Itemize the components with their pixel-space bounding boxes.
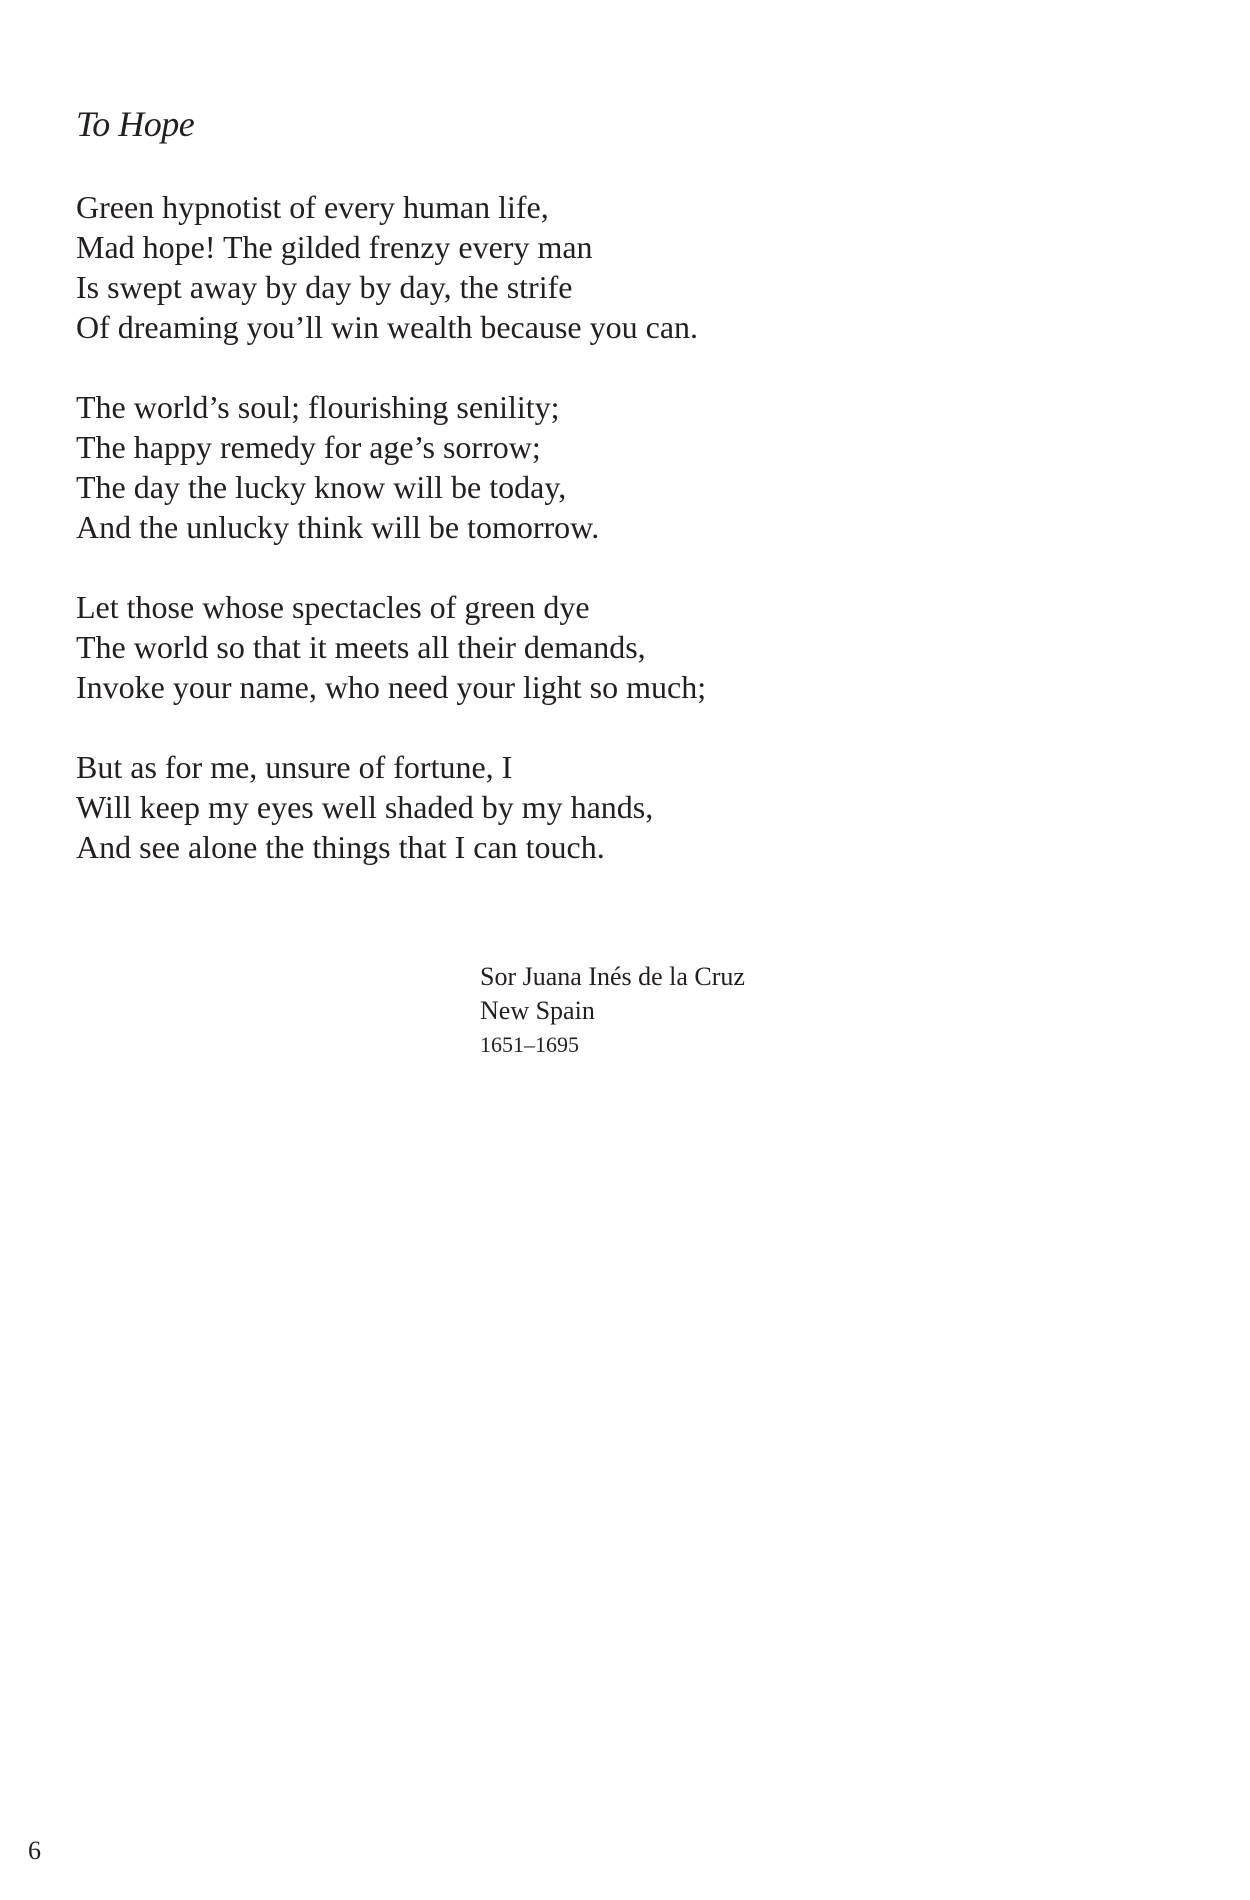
poem-line: Will keep my eyes well shaded by my hands, — [76, 789, 654, 825]
stanza-3 — [76, 587, 976, 707]
poem-line: Invoke your name, who need your light so much; — [76, 669, 707, 705]
poem-line: The happy remedy for age’s sorrow; — [76, 429, 541, 465]
poem-line: And see alone the things that I can touch. — [76, 829, 605, 865]
poem-line: The world so that it meets all their demands, — [76, 629, 646, 665]
poem-line: The world’s soul; flourishing senility; — [76, 389, 560, 425]
author-place: New Spain — [480, 996, 595, 1025]
page-number: 6 — [28, 1836, 41, 1865]
poem-line: Green hypnotist of every human life, — [76, 189, 549, 225]
poem-line: Is swept away by day by day, the strife — [76, 269, 573, 305]
poem-line: Of dreaming you’ll win wealth because you can. — [76, 309, 699, 345]
attribution — [480, 960, 745, 1062]
poem-line: Let those whose spectacles of green dye — [76, 589, 590, 625]
stanza-2 — [76, 387, 976, 547]
poem-line: But as for me, unsure of fortune, I — [76, 749, 513, 785]
poem-line: The day the lucky know will be today, — [76, 469, 567, 505]
stanza-4 — [76, 747, 976, 867]
author-name: Sor Juana Inés de la Cruz — [480, 962, 745, 991]
poem-line: Mad hope! The gilded frenzy every man — [76, 229, 593, 265]
poem-title: To Hope — [76, 104, 195, 144]
poem-line: And the unlucky think will be tomorrow. — [76, 509, 600, 545]
stanza-1 — [76, 187, 976, 347]
author-years: 1651–1695 — [480, 1032, 579, 1057]
poem-body — [76, 187, 976, 907]
